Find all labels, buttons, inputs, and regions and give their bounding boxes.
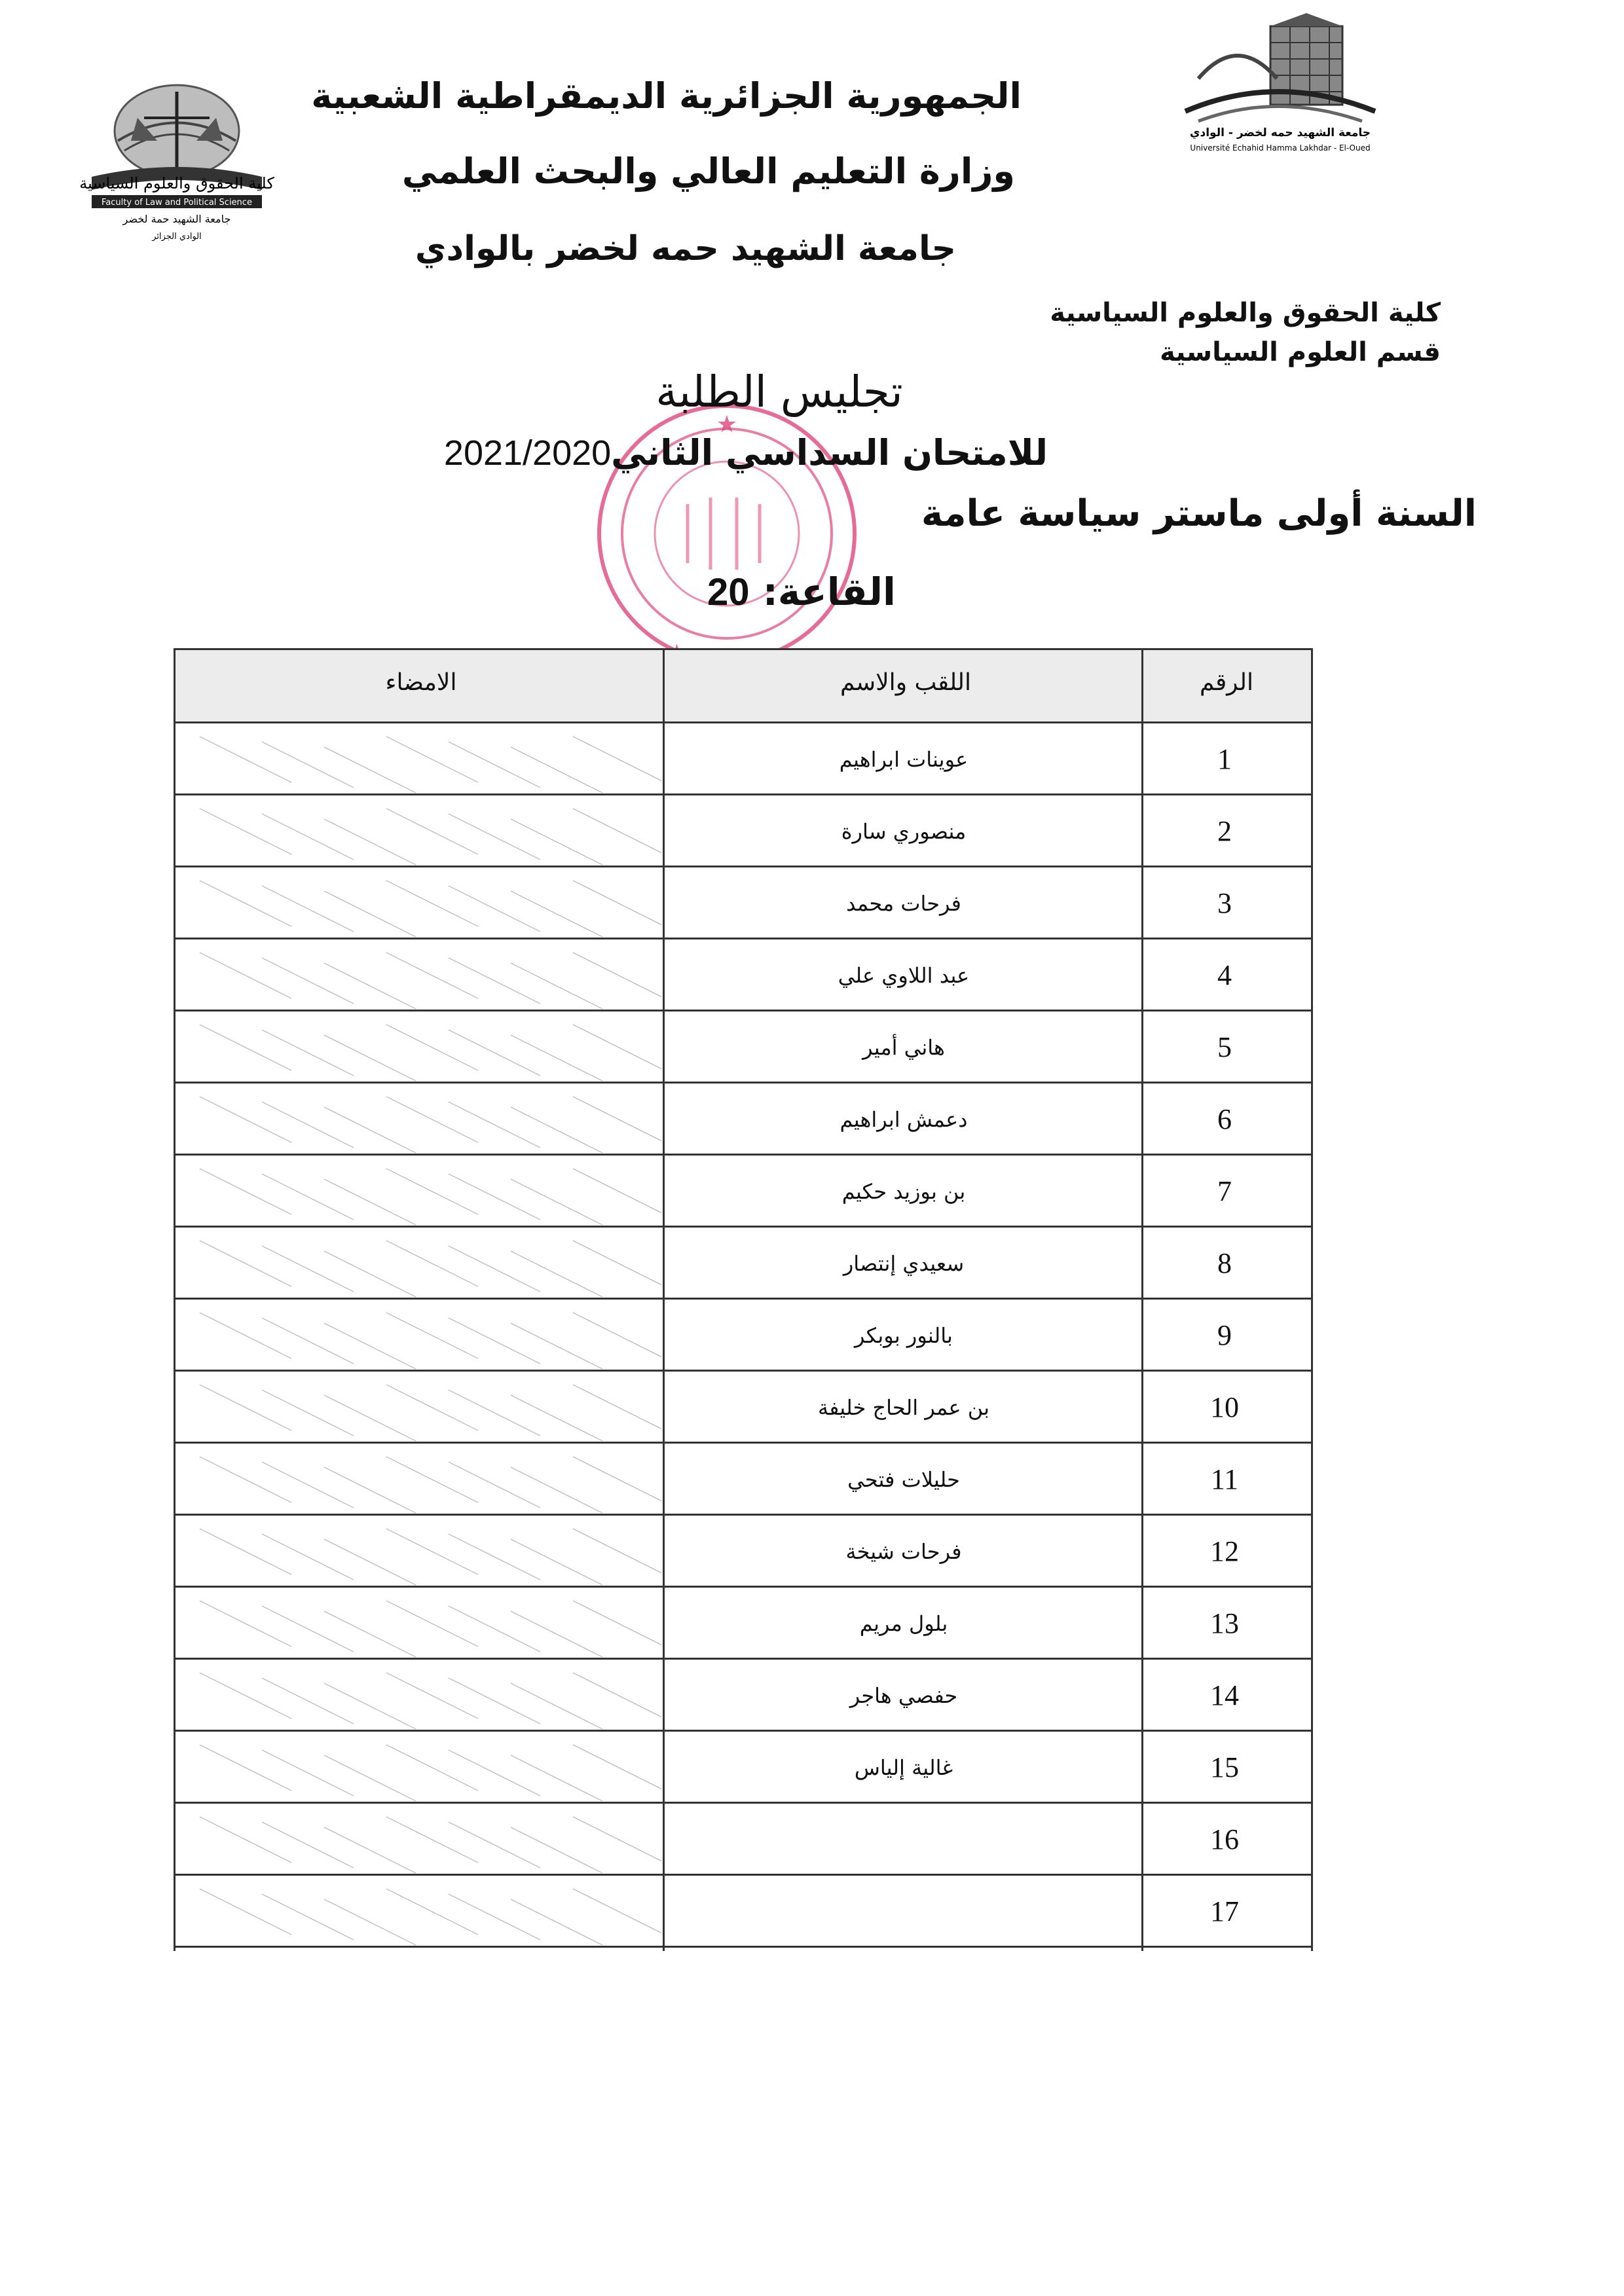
student-name: بن عمر الحاج خليفة [817,1395,990,1420]
student-name: بن بوزيد حكيم [841,1179,966,1204]
faculty-logo-caption-2: جامعة الشهيد حمة لخضر [122,213,231,225]
signature-cell [174,939,661,1011]
republic-heading: الجمهورية الجزائرية الديمقراطية الشعبية [311,75,1022,117]
student-name [665,1876,1143,1948]
table-row [174,1876,1313,1948]
student-name: سعيدي إنتصار [843,1251,965,1276]
signature-cell [174,1660,661,1732]
signature-cell [174,1300,661,1372]
signature-scribble [174,1876,661,1948]
student-name: هاني أمير [862,1035,945,1060]
table-row [174,1516,1313,1588]
signature-scribble [174,1372,661,1444]
signature-scribble [174,1660,661,1732]
signature-cell [174,1156,661,1228]
table-row [174,1588,1313,1660]
row-number: 12 [1210,1535,1239,1567]
table-row [174,1300,1313,1372]
table-row [174,1804,1313,1876]
university-heading: جامعة الشهيد حمه لخضر بالوادي [415,229,956,268]
document-title: تجليس الطلبة [655,367,903,417]
student-name: حليلات فتحي [847,1467,960,1492]
table-row [174,867,1313,939]
student-name: عوينات ابراهيم [839,747,969,772]
table-row [174,1228,1313,1300]
table-row [174,1084,1313,1156]
signature-scribble [174,1516,661,1588]
university-logo-caption-ar: جامعة الشهيد حمه لخضر - الوادي [1189,126,1371,139]
header-signature: الامضاء [385,669,457,696]
signature-cell [174,795,661,867]
row-number: 3 [1217,887,1232,919]
study-level: السنة أولى ماستر سياسة عامة [921,492,1477,535]
student-name: منصوري سارة [841,819,967,844]
signature-cell [174,1588,661,1660]
room-line [707,570,896,614]
student-name: بالنور بوبكر [855,1323,953,1348]
signature-scribble [174,1804,661,1876]
student-name: دعمش ابراهيم [840,1107,968,1132]
table-row [174,1732,1313,1804]
table-row [174,1660,1313,1732]
row-number: 14 [1210,1679,1239,1711]
table-row [174,939,1313,1011]
exam-line [443,432,1048,473]
faculty-logo-caption-3: الوادي الجزائر [152,232,202,242]
university-logo-caption-en: Université Echahid Hamma Lakhdar - El-Oued [1190,143,1371,153]
table-row [174,723,1313,795]
row-number: 13 [1210,1607,1239,1639]
row-number: 5 [1217,1031,1232,1063]
signature-cell [174,1444,661,1516]
table-row [174,1372,1313,1444]
student-name: فرحات محمد [846,891,961,916]
student-name [665,1804,1143,1876]
row-number: 7 [1217,1175,1232,1207]
signature-cell [174,1876,661,1948]
signature-cell [174,1804,661,1876]
exam-label: للامتحان السداسي الثاني [611,432,1048,473]
table-row [174,1011,1313,1084]
row-number: 9 [1217,1319,1232,1351]
signature-scribble [174,1011,661,1084]
student-name: حفصي هاجر [849,1683,958,1708]
student-name: فرحات شيخة [845,1539,962,1564]
faculty-label: كلية الحقوق والعلوم السياسية [1050,298,1441,328]
signature-scribble [174,939,661,1011]
row-number: 4 [1217,959,1232,991]
table-row [174,795,1313,867]
row-number: 2 [1217,815,1232,847]
faculty-logo-caption-en: Faculty of Law and Political Science [101,198,252,208]
header-name: اللقب والاسم [840,669,971,696]
signature-cell [174,1732,661,1804]
university-logo [1172,7,1388,157]
row-number: 16 [1210,1823,1239,1855]
row-number: 17 [1210,1895,1239,1927]
signature-scribble [174,1156,661,1228]
svg-text:★: ★ [716,411,738,438]
row-divider [174,1946,1313,1948]
ministry-heading: وزارة التعليم العالي والبحث العلمي [401,151,1015,192]
student-name: عبد اللاوي علي [838,963,970,988]
room-label: القاعة: [762,570,896,614]
signature-cell [174,1084,661,1156]
department-label: قسم العلوم السياسية [1160,337,1441,367]
faculty-logo-caption-ar: كلية الحقوق والعلوم السياسية [79,174,274,192]
table-row [174,1444,1313,1516]
signature-scribble [174,1228,661,1300]
signature-scribble [174,1444,661,1516]
row-number: 11 [1210,1463,1239,1495]
signature-cell [174,1011,661,1084]
student-name: غالية إلياس [854,1755,953,1780]
signature-cell [174,723,661,795]
signature-cell [174,1516,661,1588]
signature-scribble [174,795,661,867]
student-name: بلول مريم [859,1611,948,1636]
row-number: 6 [1217,1103,1232,1135]
signature-scribble [174,1588,661,1660]
room-number: 20 [707,571,750,613]
signature-scribble [174,1300,661,1372]
faculty-logo [72,79,282,249]
seating-table [174,648,1313,1951]
row-number: 10 [1210,1391,1239,1423]
signature-cell [174,1372,661,1444]
exam-year: 2021/2020 [443,433,612,473]
signature-scribble [174,723,661,795]
row-number: 15 [1210,1751,1239,1783]
signature-scribble [174,867,661,939]
signature-scribble [174,1084,661,1156]
row-number: 1 [1217,743,1232,775]
signature-cell [174,1228,661,1300]
signature-cell [174,867,661,939]
table-row [174,1156,1313,1228]
signature-scribble [174,1732,661,1804]
row-number: 8 [1217,1247,1232,1279]
header-number: الرقم [1199,669,1253,696]
